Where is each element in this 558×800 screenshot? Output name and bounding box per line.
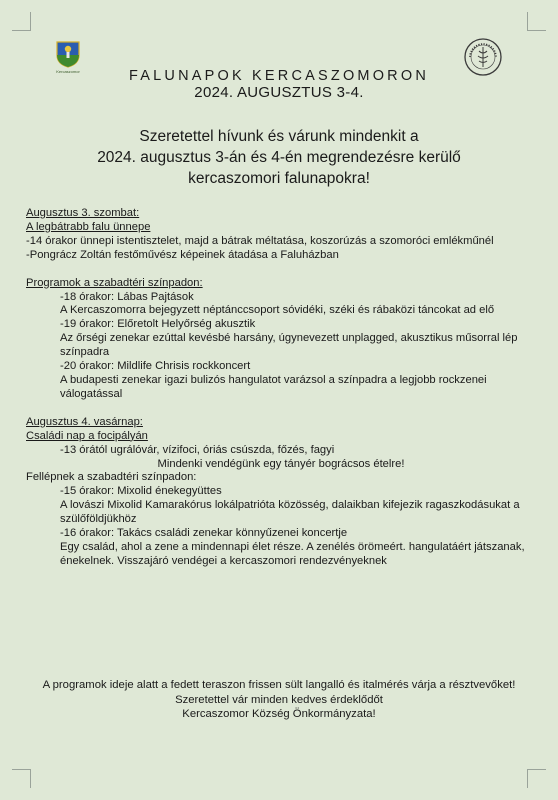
- saturday-heading: Augusztus 3. szombat:: [26, 207, 140, 219]
- closing-text: [40, 678, 518, 722]
- program-description: Egy család, ahol a zene a mindennapi élet része. A zenélés örömeért. hangulatáért játszanak, énekelnek. Visszajáró vendégei a kercaszomori rendezvényeknek: [60, 540, 525, 567]
- invitation-line: 2024. augusztus 3-án és 4-én megrendezésre kerülő: [97, 149, 461, 166]
- program-title: -15 órakor: Mixolid énekegyüttes: [60, 485, 222, 498]
- sunday-subheading: Családi nap a focipályán: [26, 429, 148, 442]
- closing-line: Szeretettel vár minden kedves érdeklődőt: [175, 693, 383, 706]
- program-title: -18 órakor: Lábas Pajtások: [60, 290, 194, 303]
- crop-mark-top-right: [527, 12, 546, 31]
- page-title: FALUNAPOK KERCASZOMORON: [129, 68, 429, 84]
- event-date-title: 2024. AUGUSZTUS 3-4.: [194, 84, 364, 101]
- crop-mark-bottom-left: [12, 769, 31, 788]
- sunday-item-highlight: Mindenki vendégünk egy tányér bográcsos ételre!: [157, 457, 405, 470]
- program-description: A lovászi Mixolid Kamarakórus lokálpatrióta közösség, dalaikban kifejezik ragaszkodásukat a szülőföldjükhöz: [60, 499, 520, 526]
- sunday-stage-heading: Fellépnek a szabadtéri színpadon:: [26, 471, 197, 484]
- program-description: Az őrségi zenekar ezúttal kevésbé harsány, úgynevezett unplagged, akusztikus műsorral lép színpadra: [60, 332, 518, 359]
- program-title: -20 órakor: Mildlife Chrisis rockkoncert: [60, 360, 251, 373]
- saturday-item: -Pongrácz Zoltán festőművész képeinek átadása a Faluházban: [26, 248, 339, 261]
- closing-line: Kercaszomor Község Önkormányzata!: [182, 708, 376, 720]
- saturday-item: -14 órakor ünnepi istentisztelet, majd a bátrak méltatása, koszorúzás a szomoróci emlékműnél: [26, 234, 494, 247]
- program-title: -16 órakor: Takács családi zenekar könnyűzenei koncertje: [60, 527, 348, 540]
- sunday-item: -13 órától ugrálóvár, vízifoci, óriás csúszda, főzés, fagyi: [60, 443, 335, 456]
- invitation-text: [40, 126, 518, 189]
- saturday-subheading: A legbátrabb falu ünnepe: [26, 220, 151, 233]
- crest-shield-icon: [55, 40, 81, 68]
- program-description: A budapesti zenekar igazi bulizós hangulatot varázsol a színpadra a legjobb rockzenei válogatással: [60, 373, 487, 400]
- sunday-heading: Augusztus 4. vasárnap:: [26, 415, 143, 428]
- closing-line: A programok ideje alatt a fedett teraszon frissen sült langalló és italmérés várja a résztvevőket!: [42, 679, 516, 691]
- program-body: [26, 207, 536, 569]
- crest-caption: Kercaszomor: [56, 69, 80, 74]
- crop-mark-bottom-right: [527, 769, 546, 788]
- program-title: -19 órakor: Előretolt Helyőrség akusztik: [60, 318, 256, 331]
- crop-mark-top-left: [12, 12, 31, 31]
- saturday-stage-heading: Programok a szabadtéri színpadon:: [26, 276, 203, 289]
- program-description: A Kercaszomorra bejegyzett néptánccsoport sóvidéki, széki és rábaközi táncokat ad elő: [60, 304, 495, 317]
- invitation-line: kercaszomori falunapokra!: [188, 170, 370, 187]
- invitation-line: Szeretettel hívunk és várunk mindenkit a: [139, 128, 419, 145]
